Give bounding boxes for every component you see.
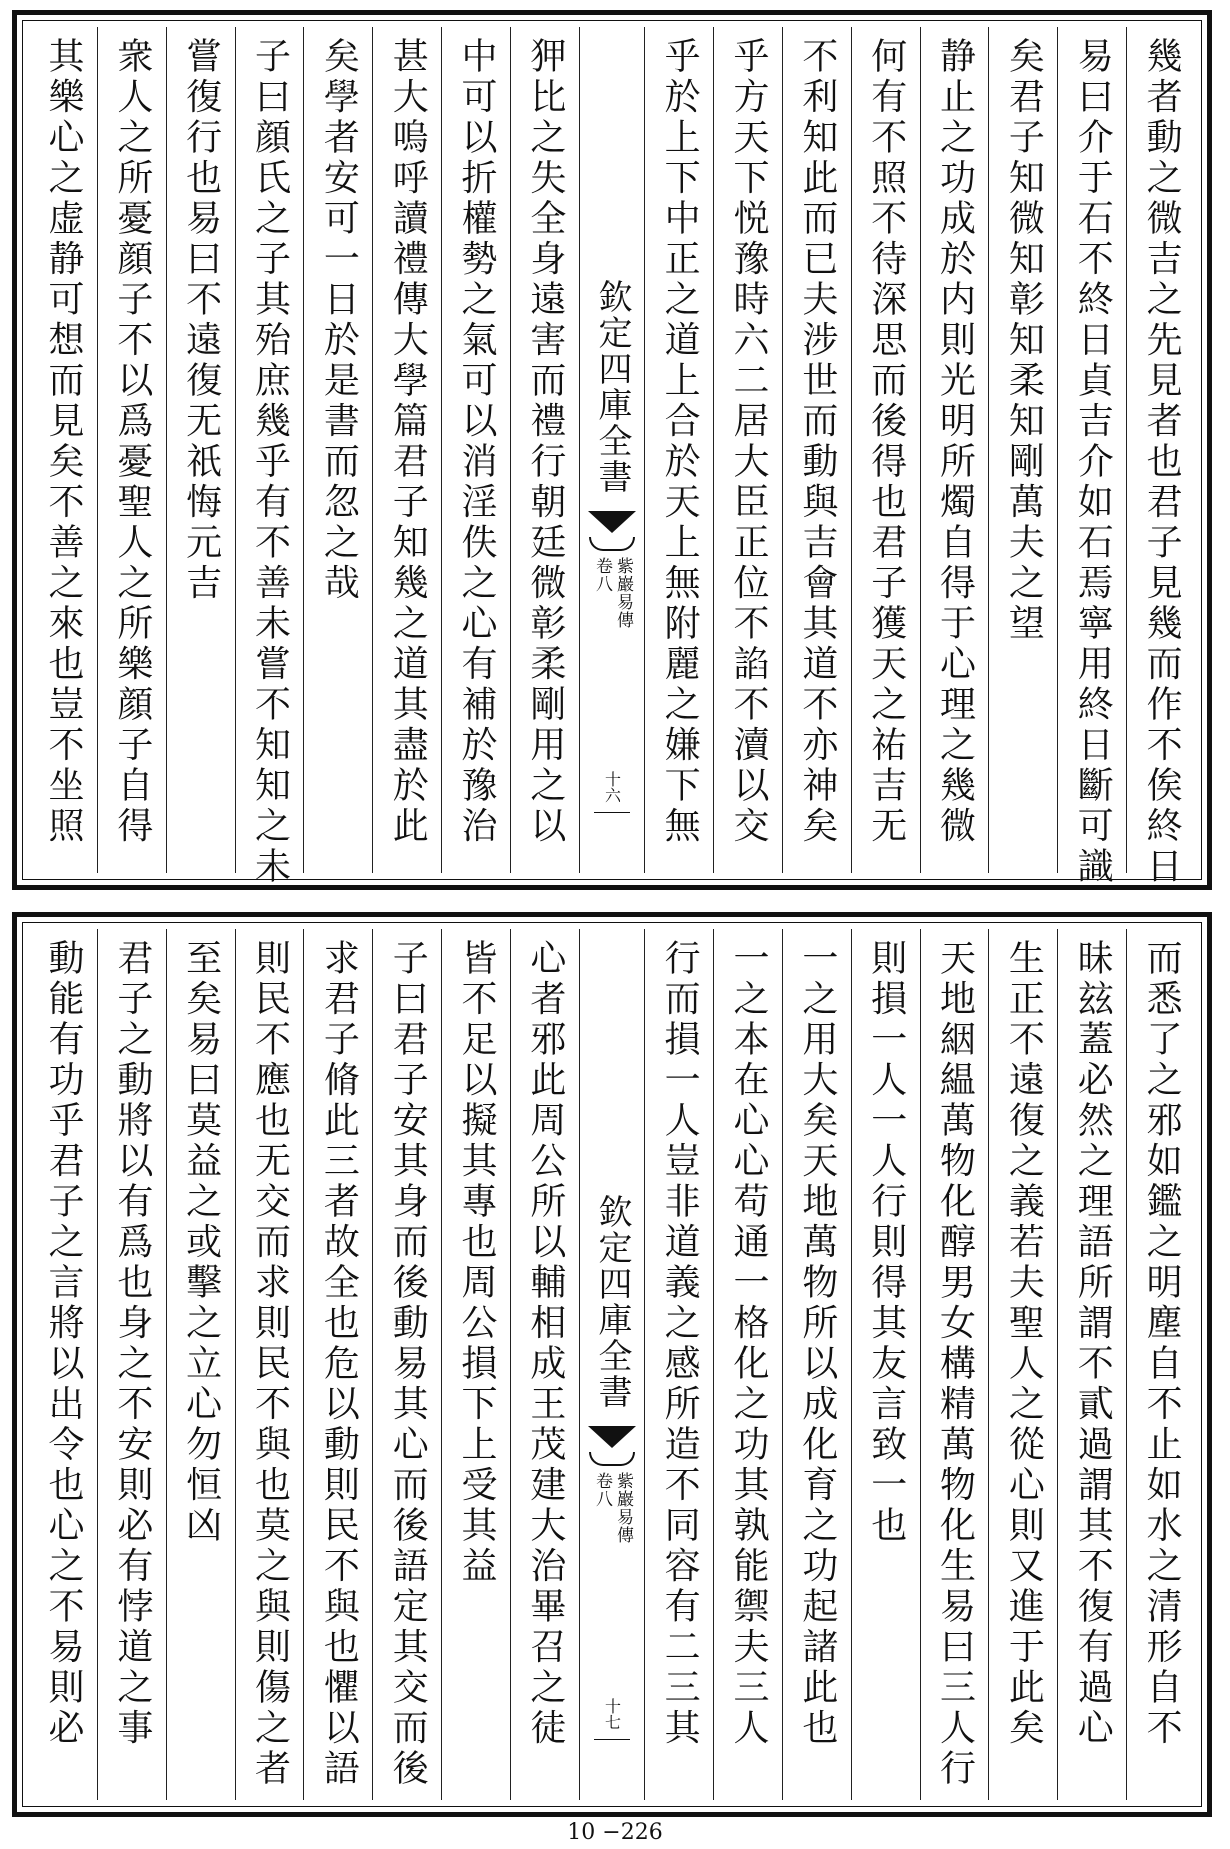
book-title: 欽定四庫全書 <box>592 1193 633 1410</box>
text-column <box>29 27 97 873</box>
text-column <box>166 27 235 873</box>
text-column <box>1126 27 1195 888</box>
text-line: 狎比之失全身遠害而禮行朝廷微彰柔剛用之以 <box>524 37 566 847</box>
text-line: 至矣易曰莫益之或擊之立心勿恒凶 <box>180 939 222 1547</box>
text-column <box>510 929 579 1800</box>
block-margin <box>579 929 644 1800</box>
text-line: 子曰君子安其身而後動易其心而後語定其交而後 <box>387 939 429 1790</box>
column-grid <box>29 27 1195 888</box>
text-column <box>97 929 166 1800</box>
text-line: 一之本在心心苟通一格化之功其孰能禦夫三人 <box>728 939 770 1749</box>
text-column <box>851 27 920 873</box>
text-line: 何有不照不待深思而後得也君子獲天之祐吉无 <box>865 37 907 847</box>
text-column <box>644 929 713 1800</box>
text-line: 天地絪緼萬物化醇男女構精萬物化生易曰三人行 <box>934 939 976 1790</box>
text-column <box>782 929 851 1800</box>
text-line: 嘗復行也易曰不遠復无祇悔元吉 <box>180 37 222 604</box>
text-column <box>510 27 579 873</box>
column-grid <box>29 929 1195 1800</box>
text-line: 衆人之所憂顔子不以爲憂聖人之所樂顔子自得 <box>111 37 153 847</box>
text-line: 而悉了之邪如鑑之明塵自不止如水之清形自不 <box>1141 939 1183 1749</box>
text-column <box>303 929 372 1800</box>
text-line: 矣君子知微知彰知柔知剛萬夫之望 <box>1003 37 1045 645</box>
fish-tail-mark <box>588 511 636 533</box>
block-margin <box>579 27 644 873</box>
text-column <box>441 27 510 873</box>
text-column <box>235 27 304 888</box>
page-number: 10 −226 <box>567 1820 663 1845</box>
text-column <box>441 929 510 1800</box>
text-line: 静止之功成於内則光明所燭自得于心理之幾微 <box>934 37 976 847</box>
text-column <box>1057 27 1126 888</box>
text-line: 求君子脩此三者故全也危以動則民不與也懼以語 <box>318 939 360 1790</box>
text-column <box>920 929 989 1800</box>
leaf-number: 十七 <box>602 1698 622 1730</box>
text-line: 行而損一人豈非道義之感所造不同容有二三其 <box>659 939 701 1749</box>
page-panel-bottom <box>12 912 1212 1817</box>
text-column <box>166 929 235 1800</box>
text-line: 乎於上下中正之道上合於天上無附麗之嫌下無 <box>659 37 701 847</box>
text-line: 生正不遠復之義若夫聖人之從心則又進于此矣 <box>1003 939 1045 1749</box>
text-line: 其樂心之虚静可想而見矣不善之來也豈不坐照 <box>42 37 84 847</box>
text-line: 皆不足以擬其專也周公損下上受其益 <box>456 939 498 1587</box>
text-column <box>372 929 441 1800</box>
fish-tail-mark-lower <box>589 1452 635 1466</box>
text-column <box>372 27 441 873</box>
text-line: 易曰介于石不終日貞吉介如石焉寧用終日斷可識 <box>1072 37 1114 888</box>
text-column <box>97 27 166 873</box>
fish-tail-mark-lower <box>589 537 635 551</box>
text-line: 子曰顔氏之子其殆庶幾乎有不善未嘗不知知之未 <box>249 37 291 888</box>
text-line: 不利知此而已夫涉世而動與吉會其道不亦神矣 <box>796 37 838 847</box>
text-column <box>1126 929 1195 1800</box>
work-title: 紫巖易傳 <box>613 557 634 629</box>
volume-label: 卷八 <box>592 557 613 593</box>
text-column <box>1057 929 1126 1800</box>
text-column <box>235 929 304 1800</box>
fish-tail-mark <box>588 1426 636 1448</box>
text-column <box>988 27 1057 873</box>
margin-subtitle <box>592 557 634 629</box>
text-column <box>713 929 782 1800</box>
text-line: 幾者動之微吉之先見者也君子見幾而作不俟終日 <box>1141 37 1183 888</box>
text-line: 則損一人一人行則得其友言致一也 <box>865 939 907 1547</box>
text-line: 一之用大矣天地萬物所以成化育之功起諸此也 <box>796 939 838 1749</box>
text-line: 矣學者安可一日於是書而忽之哉 <box>318 37 360 604</box>
margin-subtitle <box>592 1471 634 1544</box>
text-column <box>920 27 989 873</box>
text-line: 君子之動將以有爲也身之不安則必有悖道之事 <box>111 939 153 1749</box>
text-column <box>644 27 713 873</box>
text-line: 動能有功乎君子之言將以出令也心之不易則必 <box>42 939 84 1749</box>
page-panel-top <box>12 10 1212 890</box>
text-column <box>303 27 372 873</box>
text-line: 中可以折權勢之氣可以消淫佚之心有補於豫治 <box>456 37 498 847</box>
margin-rule <box>594 1739 630 1740</box>
text-line: 甚大嗚呼讀禮傳大學篇君子知幾之道其盡於此 <box>387 37 429 847</box>
margin-rule <box>594 812 630 813</box>
work-title: 紫巖易傳 <box>613 1471 634 1544</box>
text-line: 心者邪此周公所以輔相成王茂建大治畢召之徒 <box>524 939 566 1749</box>
text-column <box>988 929 1057 1800</box>
text-line: 乎方天下悦豫時六二居大臣正位不諂不瀆以交 <box>728 37 770 847</box>
text-line: 則民不應也无交而求則民不與也莫之與則傷之者 <box>249 939 291 1790</box>
text-column <box>851 929 920 1800</box>
text-column <box>713 27 782 873</box>
text-line: 昧玆蓋必然之理語所謂不貳過謂其不復有過心 <box>1072 939 1114 1749</box>
text-column <box>29 929 97 1800</box>
book-title: 欽定四庫全書 <box>592 279 633 495</box>
text-column <box>782 27 851 873</box>
leaf-number: 十六 <box>602 771 622 803</box>
volume-label: 卷八 <box>592 1471 613 1508</box>
